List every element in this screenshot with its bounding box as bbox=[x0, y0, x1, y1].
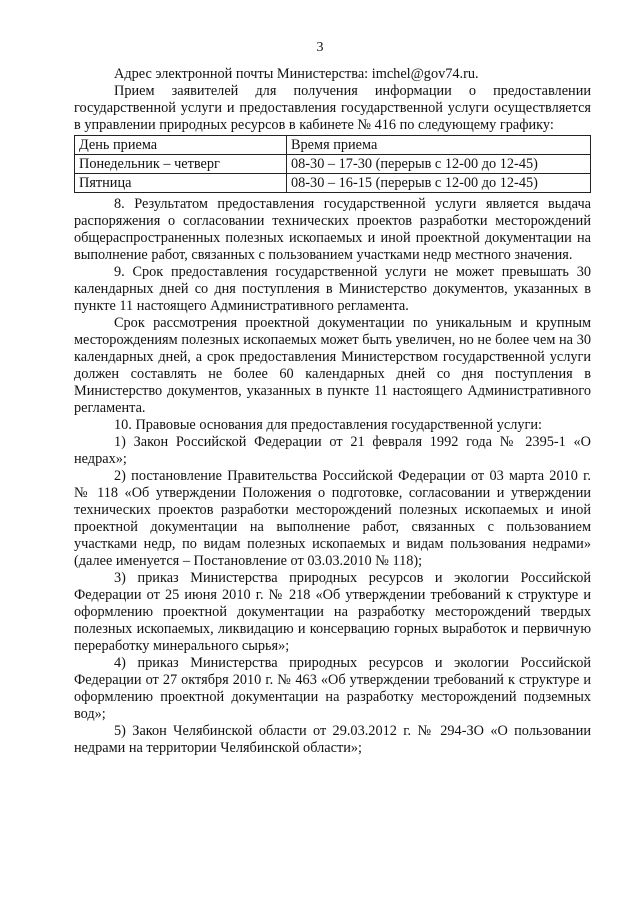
email-paragraph: Адрес электронной почты Министерства: imchel@gov74.ru. bbox=[114, 66, 479, 82]
reception-paragraph: Прием заявителей для получения информации о предоставлении государственной услуги и предоставления государственной услуги осуществляется в управлении природных ресурсов в кабинете № 416 по следующему графику: bbox=[74, 83, 591, 133]
legal-item-5: 5) Закон Челябинской области от 29.03.2012 г. № 294-ЗО «О пользовании недрами на территории Челябинской области»; bbox=[74, 723, 591, 756]
table-header-row bbox=[75, 136, 591, 155]
table-row bbox=[75, 155, 591, 174]
row-day: Понедельник – четверг bbox=[75, 155, 287, 174]
header-day: День приема bbox=[75, 136, 287, 155]
paragraph-term-extension: Срок рассмотрения проектной документации по уникальным и крупным месторождениям полезных ископаемых может быть увеличен, но не более чем на 30 календарных дней, а срок предоставления Министерством государственной услуги должен составлять не более 60 календарных дней со дня поступления в Министерство документов, указанных в пункте 11 настоящего Административного регламента. bbox=[74, 315, 591, 416]
row-time: 08-30 – 17-30 (перерыв с 12-00 до 12-45) bbox=[287, 155, 591, 174]
legal-item-1: 1) Закон Российской Федерации от 21 февраля 1992 года № 2395-1 «О недрах»; bbox=[74, 434, 591, 467]
page-number: 3 bbox=[316, 40, 324, 55]
schedule-table bbox=[74, 135, 591, 193]
paragraph-9-term: 9. Срок предоставления государственной услуги не может превышать 30 календарных дней со дня поступления в Министерство документов, указанных в пункте 11 настоящего Административного регламента. bbox=[74, 264, 591, 314]
legal-item-3: 3) приказ Министерства природных ресурсов и экологии Российской Федерации от 25 июня 2010 г. № 218 «Об утверждении требований к структуре и оформлению проектной документации на разработку месторождений твердых полезных ископаемых, ликвидацию и консервацию горных выработок и первичную переработку минерального сырья»; bbox=[74, 570, 591, 654]
paragraph-10-legal-basis: 10. Правовые основания для предоставления государственной услуги: bbox=[114, 417, 542, 433]
legal-item-4: 4) приказ Министерства природных ресурсов и экологии Российской Федерации от 27 октября 2010 г. № 463 «Об утверждении требований к структуре и оформлению проектной документации на разработку месторождений подземных вод»; bbox=[74, 655, 591, 722]
paragraph-8-result: 8. Результатом предоставления государственной услуги является выдача распоряжения о согласовании технических проектов разработки месторождений общераспространенных полезных ископаемых и иной проектной документации на выполнение работ, связанных с пользованием участками недр местного значения. bbox=[74, 196, 591, 263]
header-time: Время приема bbox=[287, 136, 591, 155]
row-time: 08-30 – 16-15 (перерыв с 12-00 до 12-45) bbox=[287, 174, 591, 193]
legal-item-2: 2) постановление Правительства Российской Федерации от 03 марта 2010 г. № 118 «Об утверждении Положения о подготовке, согласовании и утверждении технических проектов разработки месторождений полезных ископаемых и иной проектной документации на выполнение работ, связанных с пользованием участками недр, по видам полезных ископаемых и видам пользования недрами» (далее именуется – Постановление от 03.03.2010 № 118); bbox=[74, 468, 591, 569]
document-body bbox=[74, 66, 591, 757]
table-row bbox=[75, 174, 591, 193]
row-day: Пятница bbox=[75, 174, 287, 193]
